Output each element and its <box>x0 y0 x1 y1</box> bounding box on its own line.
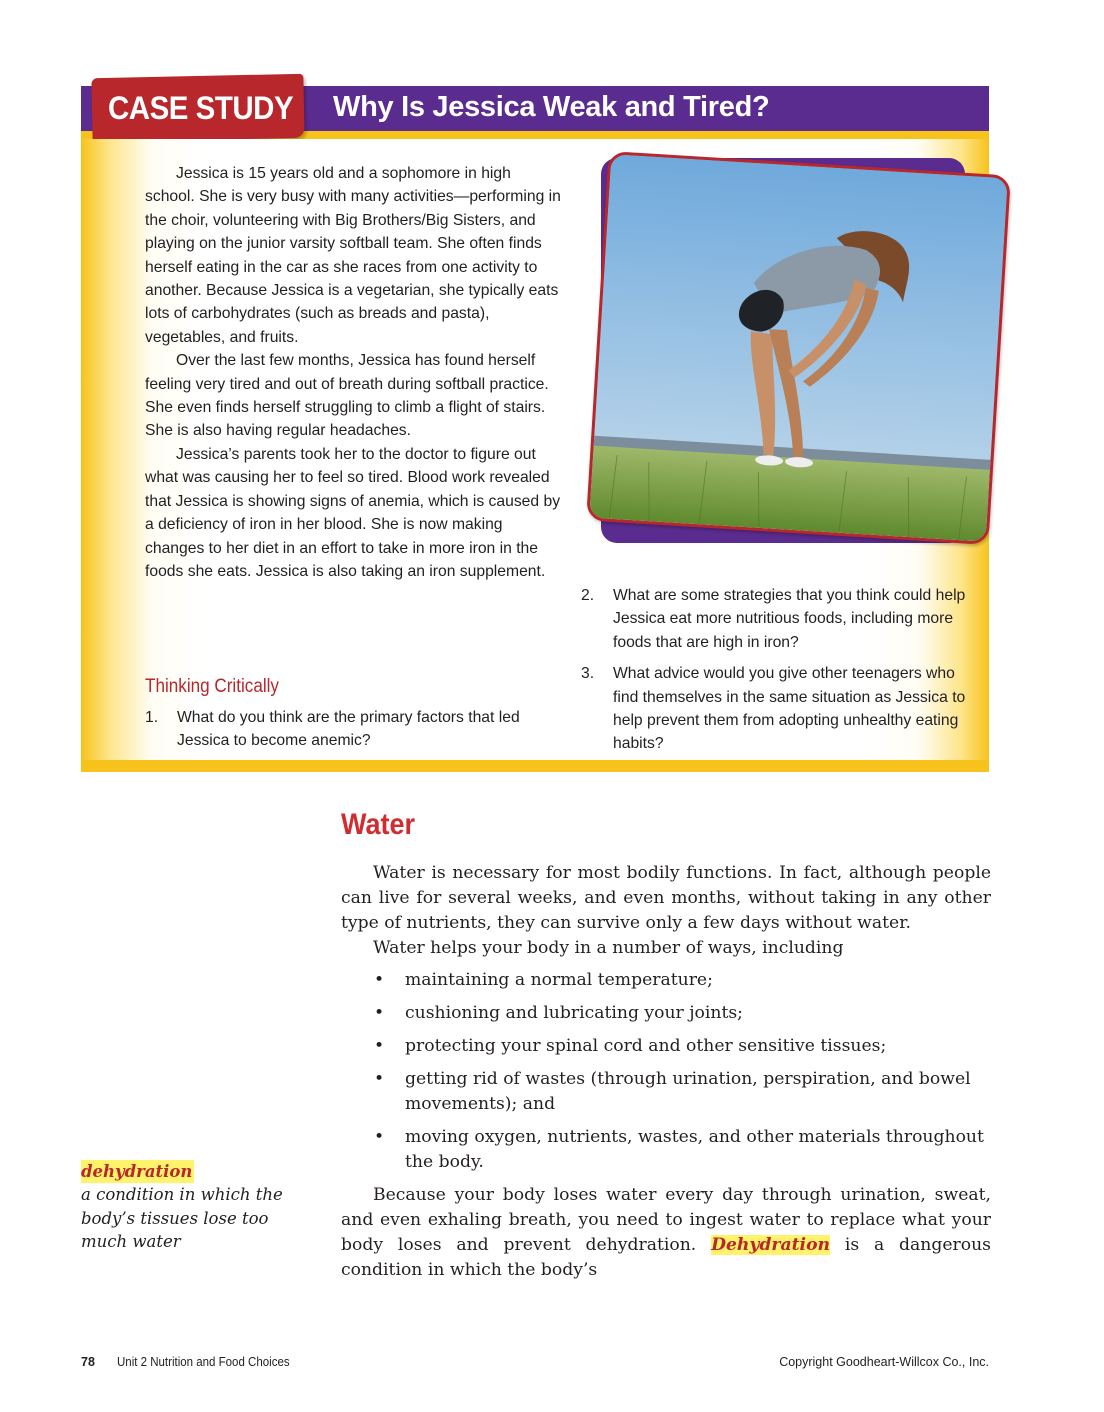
question-list-right <box>581 584 971 764</box>
key-term-dehydration: Dehydration <box>711 1235 831 1255</box>
bullet-icon: • <box>374 1127 385 1147</box>
glossary-definition: a condition in which the body’s tissues lose too much water <box>81 1185 283 1252</box>
paragraph-text-end: is a dangerous condition in which the body’s <box>341 1235 992 1280</box>
page-number: 78 <box>81 1355 95 1369</box>
thinking-critically-heading: Thinking Critically <box>145 676 279 697</box>
woman-bent-over-photo <box>586 151 1011 545</box>
question-list-left <box>145 706 555 761</box>
question-item <box>581 584 971 654</box>
question-text: What do you think are the primary factors that led Jessica to become anemic? <box>177 709 520 750</box>
question-text: What advice would you give other teenagers who find themselves in the same situation as Jessica to help prevent them from adopting unhealthy eating habits? <box>613 665 966 753</box>
story-paragraph: Jessica’s parents took her to the doctor to figure out what was causing her to feel so tired. Blood work revealed that Jessica is showing signs of anemia, which is caused by a deficiency of iron in her blood. She is now making changes to her diet in an effort to take in more iron in the foods she eats. Jessica is also taking an iron supplement. <box>145 445 561 580</box>
question-item <box>581 662 971 756</box>
bullet-icon: • <box>374 1036 385 1056</box>
bullet-icon: • <box>374 970 385 990</box>
story-paragraph: Over the last few months, Jessica has found herself feeling very tired and out of breath during softball practice. She even finds herself struggling to climb a flight of stairs. She is also having regular headaches. <box>145 352 549 440</box>
bullet-icon: • <box>374 1069 385 1089</box>
glossary-term: dehydration <box>81 1160 194 1183</box>
list-item-text: moving oxygen, nutrients, wastes, and other materials throughout the body. <box>405 1127 984 1172</box>
list-item <box>341 1001 991 1026</box>
paragraph-text <box>341 1183 991 1283</box>
unit-title: Unit 2 Nutrition and Food Choices <box>117 1355 290 1369</box>
list-item-text: protecting your spinal cord and other sensitive tissues; <box>405 1036 887 1056</box>
paragraph-text: Water is necessary for most bodily functions. In fact, although people can live for several weeks, and even months, without taking in any other type of nutrients, they can survive only a few days without water. <box>341 863 991 933</box>
question-text: What are some strategies that you think could help Jessica eat more nutritious foods, including more foods that are high in iron? <box>613 587 966 651</box>
water-benefits-list <box>341 968 991 1183</box>
paragraph-text-start: Because your body loses water every day through urination, sweat, and even exhaling breath, you need to ingest water to replace what your body loses and prevent dehydration. <box>341 1185 991 1255</box>
story-paragraph: Jessica is 15 years old and a sophomore in high school. She is very busy with many activities—performing in the choir, volunteering with Big Brothers/Big Sisters, and playing on the junior varsity softball team. She often finds herself eating in the car as she races from one activity to another. Because Jessica is a vegetarian, she typically eats lots of carbohydrates (such as breads and pasta), vegetables, and fruits. <box>145 165 561 346</box>
question-number: 1. <box>145 709 159 726</box>
list-item <box>341 1125 991 1175</box>
water-ways-intro <box>341 936 991 961</box>
question-number: 3. <box>581 665 595 683</box>
list-item <box>341 1067 991 1117</box>
list-item <box>341 968 991 993</box>
dehydration-paragraph <box>341 1183 991 1283</box>
question-item <box>145 706 555 753</box>
water-heading: Water <box>341 808 416 841</box>
photo-illustration <box>589 154 1007 542</box>
list-item <box>341 1034 991 1059</box>
margin-glossary <box>81 1160 301 1254</box>
bullet-icon: • <box>374 1003 385 1023</box>
case-study-title: Why Is Jessica Weak and Tired? <box>333 91 770 123</box>
question-number: 2. <box>581 587 595 604</box>
list-item-text: getting rid of wastes (through urination, perspiration, and bowel movements); and <box>405 1069 971 1114</box>
water-intro-paragraph <box>341 861 991 936</box>
paragraph-text: Water helps your body in a number of ways, including <box>373 938 844 958</box>
case-study-tab-label: CASE STUDY <box>108 90 294 126</box>
copyright-notice: Copyright Goodheart-Willcox Co., Inc. <box>779 1355 989 1369</box>
case-study-story <box>145 162 563 583</box>
list-item-text: cushioning and lubricating your joints; <box>405 1003 743 1023</box>
list-item-text: maintaining a normal temperature; <box>405 970 713 990</box>
